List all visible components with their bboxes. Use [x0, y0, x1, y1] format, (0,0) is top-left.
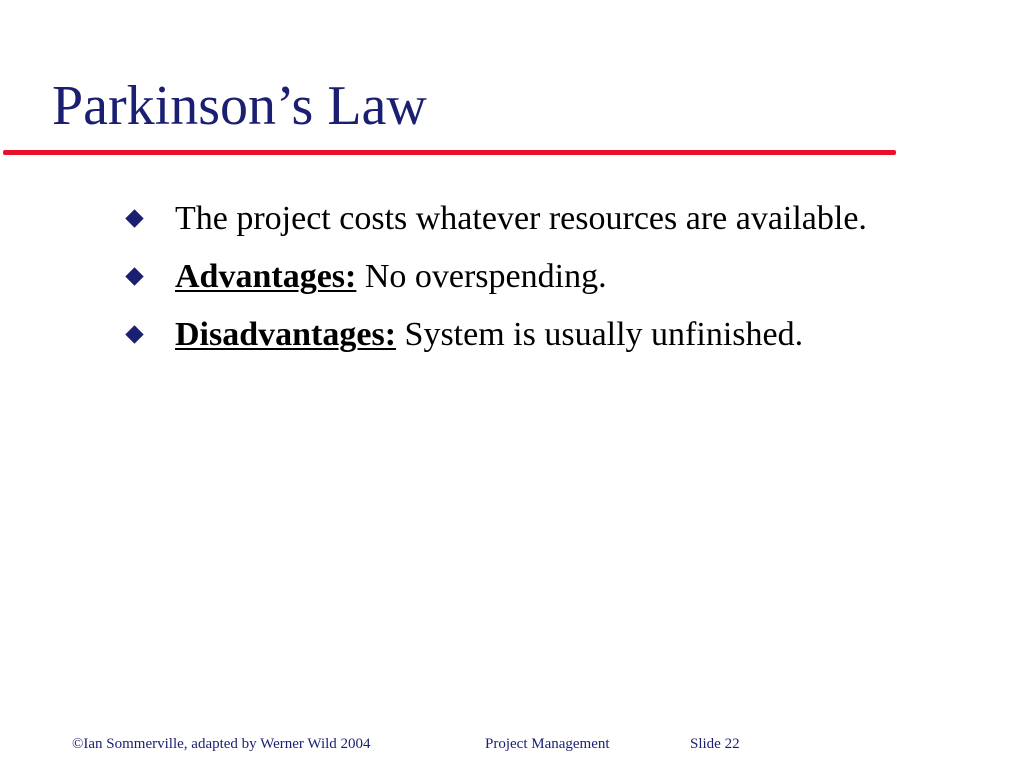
- diamond-bullet-icon: [125, 209, 143, 227]
- bullet-text: The project costs whatever resources are available.: [175, 200, 867, 237]
- bullet-item: [120, 312, 920, 358]
- bullet-list: [120, 196, 920, 370]
- bullet-content: [175, 254, 920, 300]
- footer-slide-number: Slide 22: [690, 736, 740, 752]
- footer-copyright: ©Ian Sommerville, adapted by Werner Wild 2004: [72, 736, 371, 752]
- disadvantages-text: System is usually unfinished.: [404, 316, 804, 353]
- bullet-item: [120, 196, 920, 242]
- disadvantages-label: Disadvantages:: [175, 316, 397, 353]
- diamond-bullet-icon: [125, 267, 143, 285]
- bullet-content: [175, 312, 920, 358]
- bullet-item: [120, 254, 920, 300]
- advantages-text: No overspending.: [356, 258, 607, 295]
- title-underline-rule: [3, 150, 896, 155]
- slide-title: Parkinson’s Law: [52, 75, 427, 137]
- footer-topic: Project Management: [485, 736, 610, 752]
- diamond-bullet-icon: [125, 325, 143, 343]
- advantages-label: Advantages:: [175, 258, 357, 295]
